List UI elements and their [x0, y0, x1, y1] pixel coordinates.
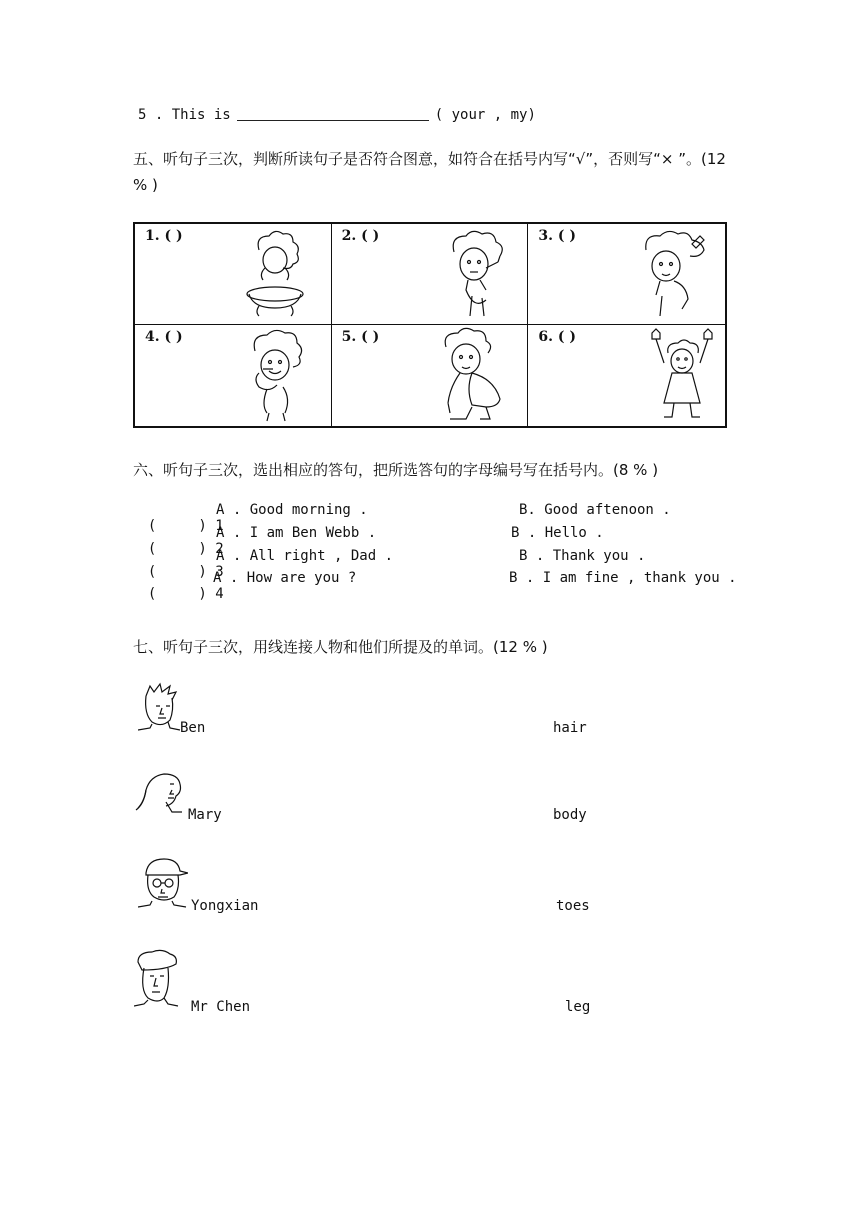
- person-name-yongxian: Yongxian: [191, 898, 259, 914]
- answer-bracket-number[interactable]: ( ) 3: [147, 564, 224, 580]
- picture-cell-2: [332, 224, 529, 325]
- girl-touching-toes-icon: [436, 327, 526, 427]
- cell-label: 4. ( ): [145, 329, 183, 345]
- section-5-title: 五、听句子三次，判断所读句子是否符合图意，如符合在括号内写“√”，否则写“× ”。(12 % ): [133, 150, 726, 194]
- question-5-number: 5 .: [138, 107, 164, 123]
- option-b-3: B . Thank you .: [519, 548, 646, 564]
- question-5-text: This is: [171, 107, 231, 123]
- mary-face-icon: [134, 770, 186, 816]
- picture-cell-4: [135, 325, 332, 426]
- answer-bracket-number[interactable]: ( ) 4: [147, 586, 224, 602]
- word-body: body: [553, 807, 587, 823]
- choice-row-4: [131, 570, 224, 602]
- option-b-2: B . Hello .: [511, 525, 604, 541]
- picture-grid: [133, 222, 727, 428]
- person-name-ben: Ben: [180, 720, 206, 736]
- person-name-mr-chen: Mr Chen: [191, 999, 251, 1015]
- picture-cell-3: [528, 224, 725, 325]
- cell-label: 6. ( ): [538, 329, 576, 345]
- option-a-3: A . All right , Dad .: [216, 548, 394, 564]
- option-a-2: A . I am Ben Webb .: [216, 525, 377, 541]
- yongxian-face-icon: [138, 855, 188, 911]
- option-b-4: B . I am fine , thank you .: [509, 570, 737, 586]
- word-leg: leg: [565, 999, 591, 1015]
- girl-arms-up-icon: [644, 327, 724, 427]
- question-5-options: ( your , my): [434, 107, 536, 123]
- cell-label: 2. ( ): [341, 228, 380, 244]
- cell-label: 1. ( ): [145, 228, 183, 244]
- girl-combing-hair-icon: [636, 230, 720, 320]
- question-5-line: [138, 106, 536, 123]
- cell-label: 5. ( ): [341, 329, 380, 345]
- girl-brushing-teeth-icon: [442, 230, 522, 320]
- word-toes: toes: [556, 898, 590, 914]
- option-b-1: B. Good aftenoon .: [519, 502, 671, 518]
- answer-bracket-number[interactable]: ( ) 1: [147, 518, 224, 534]
- girl-washing-face-icon: [235, 230, 315, 320]
- section-6-title: 六、听句子三次，选出相应的答句，把所选答句的字母编号写在括号内。(8 % ): [133, 461, 659, 479]
- word-hair: hair: [553, 720, 587, 736]
- picture-cell-1: [135, 224, 332, 325]
- section-7-title: 七、听句子三次，用线连接人物和他们所提及的单词。(12 % ): [133, 638, 548, 656]
- picture-cell-5: [332, 325, 529, 426]
- cell-label: 3. ( ): [538, 228, 576, 244]
- answer-bracket-number[interactable]: ( ) 2: [147, 541, 224, 557]
- person-name-mary: Mary: [188, 807, 222, 823]
- option-a-4: A . How are you ?: [213, 570, 357, 586]
- option-a-1: A . Good morning .: [216, 502, 368, 518]
- answer-blank[interactable]: [237, 106, 429, 121]
- girl-eating-icon: [243, 329, 323, 423]
- mr-chen-face-icon: [134, 948, 180, 1010]
- picture-cell-6: [528, 325, 725, 426]
- ben-face-icon: [138, 680, 182, 734]
